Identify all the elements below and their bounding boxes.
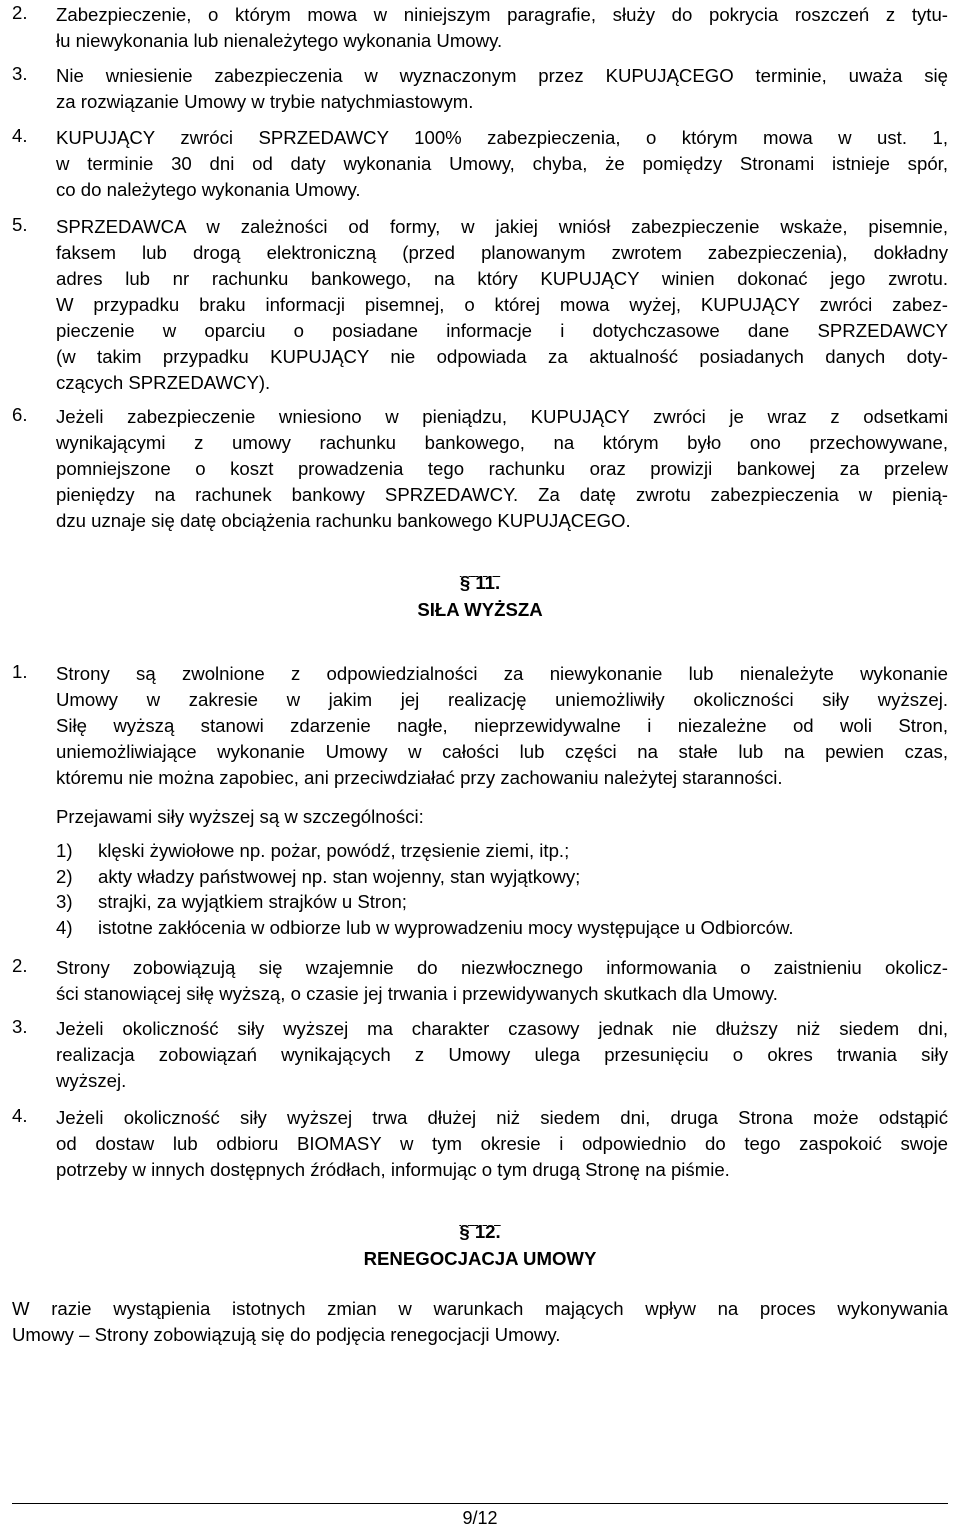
text-line: Strony zobowiązują się wzajemnie do niezwłocznego informowania o zaistnieniu okolicz- [56,957,948,978]
text-line: realizacja zobowiązań wynikających z Umowy ulega przesunięciu o okres trwania siły [56,1044,948,1065]
text-line: Umowy – Strony zobowiązują się do podjęcia renegocjacji Umowy. [12,1324,561,1345]
section-symbol: § [459,572,471,593]
clause-number: 3. [12,1016,28,1037]
clause-number: 6. [12,404,28,425]
text-line: dzu uznaje się datę obciążenia rachunku bankowego KUPUJĄCEGO. [56,510,631,531]
clause-text [56,955,948,1007]
text-line: co do należytego wykonania Umowy. [56,179,361,200]
text-line: SPRZEDAWCA w zależności od formy, w jakiej wniósł zabezpieczenie wskaże, pisemnie, [56,216,948,237]
section-symbol: § [459,1221,470,1242]
clause-number: 3. [12,63,28,84]
text-line: Siłę wyższą stanowi zdarzenie nagłe, nieprzewidywalne i niezależne od woli Stron, [56,715,948,736]
sub-item-text: klęski żywiołowe np. pożar, powódź, trzęsienie ziemi, itp.; [98,840,570,861]
clause-text [56,661,948,791]
sub-item-number: 1) [56,840,73,861]
text-line: adres lub nr rachunku bankowego, na który KUPUJĄCY winien dokonać jego zwrotu. [56,268,948,289]
clause-number: 4. [12,1105,28,1126]
sub-item-number: 4) [56,917,73,938]
text-line: W przypadku braku informacji pisemnej, o której mowa wyżej, KUPUJĄCY zwróci zabez- [56,294,948,315]
sub-item-text: akty władzy państwowej np. stan wojenny, stan wyjątkowy; [98,866,581,887]
clause-text [56,1016,948,1094]
page-number: 9/12 [462,1508,498,1528]
text-line: (w takim przypadku KUPUJĄCY nie odpowiada za aktualność posiadanych danych doty- [56,346,948,367]
section-title: SIŁA WYŻSZA [417,599,543,620]
text-line: Strony są zwolnione z odpowiedzialności za niewykonanie lub nienależyte wykonanie [56,663,948,684]
renegotiation-paragraph [12,1296,948,1348]
sub-item-text: istotne zakłócenia w odbiorze lub w wyprowadzeniu mocy występujące u Odbiorców. [98,917,794,938]
text-line: Jeżeli okoliczność siły wyższej ma charakter czasowy jednak nie dłuższy niż siedem dni, [56,1018,948,1039]
text-line: wyższej. [56,1070,127,1091]
text-line: w terminie 30 dni od daty wykonania Umowy, chyba, że pomiędzy Stronami istnieje spór, [56,153,948,174]
clause-text [56,2,948,54]
text-line: Jeżeli okoliczność siły wyższej trwa dłużej niż siedem dni, druga Strona może odstąpić [56,1107,948,1128]
section-number-text: 11. [475,572,501,593]
text-line: faksem lub drogą elektroniczną (przed planowanym zwrotem zabezpieczenia), dokładny [56,242,948,263]
clause-text [56,125,948,203]
clause-number: 2. [12,955,28,976]
text-line: wynikającymi z umowy rachunku bankowego, na którym było ono przechowywane, [56,432,948,453]
clause-number: 2. [12,2,28,23]
sub-item-number: 2) [56,866,73,887]
text-line: czących SPRZEDAWCY). [56,372,271,393]
section-title: RENEGOCJACJA UMOWY [363,1248,597,1269]
footer-divider [12,1503,948,1504]
section-number [0,1219,960,1245]
clause-number: 4. [12,125,28,146]
text-line: uniemożliwiające wykonanie Umowy w całości lub części na stałe lub na pewien czas, [56,741,948,762]
text-line: Zabezpieczenie, o którym mowa w niniejszym paragrafie, służy do pokrycia roszczeń z tytu- [56,4,948,25]
text-line: pomniejszone o koszt prowadzenia tego rachunku oraz prowizji bankowej za przelew [56,458,948,479]
clause-text [56,1105,948,1183]
section-number [0,570,960,596]
text-line: Jeżeli zabezpieczenie wniesiono w pieniądzu, KUPUJĄCY zwróci je wraz z odsetkami [56,406,948,427]
clause-text [56,214,948,396]
sub-item-text: strajki, za wyjątkiem strajków u Stron; [98,891,407,912]
section-11-heading [0,570,960,624]
section-12-heading [0,1219,960,1273]
text-line: za rozwiązanie Umowy w trybie natychmiastowym. [56,91,474,112]
clause-number: 1. [12,661,28,682]
text-line: ści stanowiącej siłę wyższą, o czasie jej trwania i przewidywanych skutkach dla Umowy. [56,983,778,1004]
section-number-text: 12. [474,1221,501,1242]
text-line: pieczenie w oparciu o posiadane informacje i dotychczasowe dane SPRZEDAWCY [56,320,948,341]
text-line: łu niewykonania lub nienależytego wykonania Umowy. [56,30,503,51]
text-line: Umowy w zakresie w jakim jej realizację uniemożliwiły okoliczności siły wyższej. [56,689,948,710]
text-line: Nie wniesienie zabezpieczenia w wyznaczonym przez KUPUJĄCEGO terminie, uważa się [56,65,948,86]
text-line: potrzeby w innych dostępnych źródłach, informując o tym drugą Stronę na piśmie. [56,1159,730,1180]
text-line: KUPUJĄCY zwróci SPRZEDAWCY 100% zabezpieczenia, o którym mowa w ust. 1, [56,127,948,148]
force-majeure-intro: Przejawami siły wyższej są w szczególności: [56,806,424,827]
text-line: pieniędzy na rachunek bankowy SPRZEDAWCY. Za datę zwrotu zabezpieczenia w pienią- [56,484,948,505]
text-line: któremu nie można zapobiec, ani przeciwdziałać przy zachowaniu należytej staranności. [56,767,783,788]
clause-number: 5. [12,214,28,235]
clause-text [56,404,948,534]
sub-item-number: 3) [56,891,73,912]
text-line: W razie wystąpienia istotnych zmian w warunkach mających wpływ na proces wykonywania [12,1298,948,1319]
text-line: od dostaw lub odbioru BIOMASY w tym okresie i odpowiednio do tego zaspokoić swoje [56,1133,948,1154]
clause-text [56,63,948,115]
